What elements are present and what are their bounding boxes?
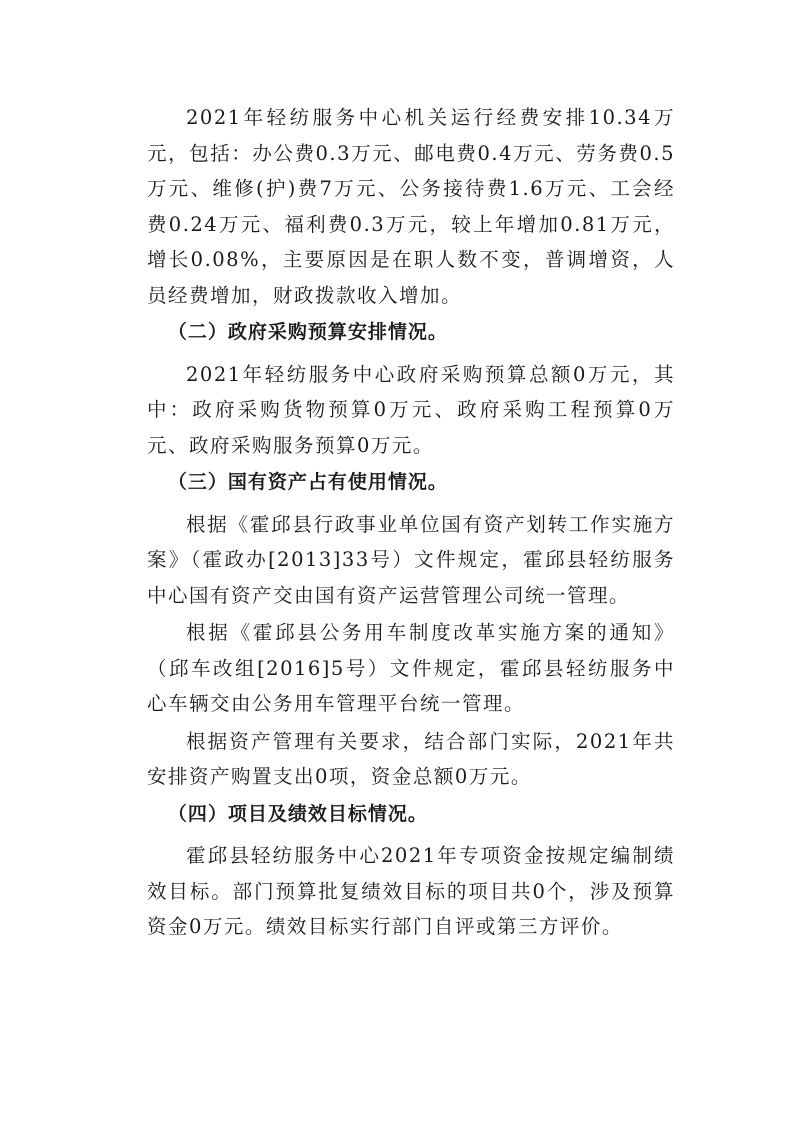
paragraph-operating-funds: 2021年轻纺服务中心机关运行经费安排10.34万元，包括：办公费0.3万元、邮电费0.4万元、劳务费0.5万元、维修(护)费7万元、公务接待费1.6万元、工会经费0.24万元、福利费0.3万元，较上年增加0.81万元，增长0.08%，主要原因是在职人数不变，普调增资，人员经费增加，财政拨款收入增加。: [147, 106, 675, 307]
paragraph-performance-targets: 霍邱县轻纺服务中心2021年专项资金按规定编制绩效目标。部门预算批复绩效目标的项目共0个，涉及预算资金0万元。绩效目标实行部门自评或第三方评价。: [147, 844, 675, 938]
document-body: [147, 100, 675, 947]
paragraph-assets-transfer: 根据《霍邱县行政事业单位国有资产划转工作实施方案》（霍政办[2013]33号）文件规定，霍邱县轻纺服务中心国有资产交由国有资产运营管理公司统一管理。: [147, 512, 675, 607]
paragraph-procurement: 2021年轻纺服务中心政府采购预算总额0万元，其中：政府采购货物预算0万元、政府采购工程预算0万元、政府采购服务预算0万元。: [147, 362, 675, 457]
paragraph-vehicle-reform: 根据《霍邱县公务用车制度改革实施方案的通知》（邱车改组[2016]5号）文件规定，霍邱县轻纺服务中心车辆交由公务用车管理平台统一管理。: [147, 621, 675, 715]
paragraph-asset-purchase: 根据资产管理有关要求，结合部门实际，2021年共安排资产购置支出0项，资金总额0万元。: [147, 729, 675, 788]
section-heading-state-assets: （三）国有资产占有使用情况。: [167, 471, 448, 493]
section-heading-procurement: （二）政府采购预算安排情况。: [167, 321, 448, 343]
section-heading-performance: （四）项目及绩效目标情况。: [167, 802, 428, 825]
